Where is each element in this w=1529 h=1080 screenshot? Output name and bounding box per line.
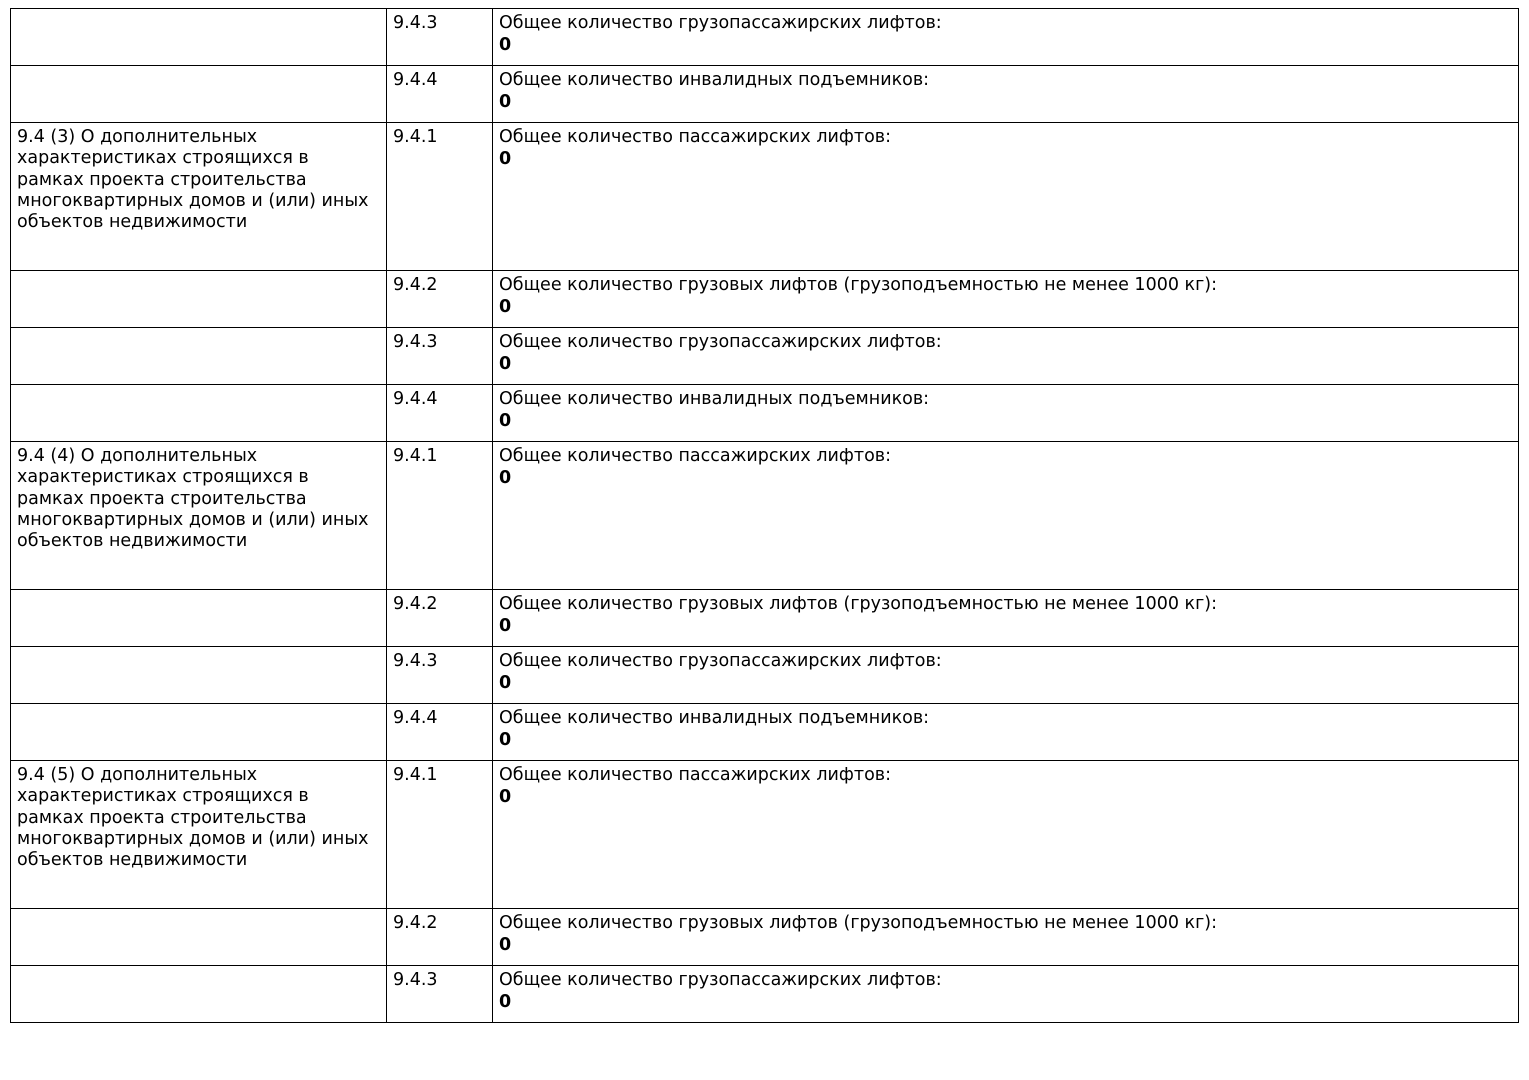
value-cell [493, 442, 1519, 590]
code-cell [387, 761, 493, 909]
section-cell [11, 66, 387, 123]
value-number: 0 [499, 935, 512, 956]
table-row [11, 761, 1519, 909]
section-cell [11, 704, 387, 761]
code-cell [387, 442, 493, 590]
value-number: 0 [499, 354, 512, 375]
code-label: 9.4.3 [393, 651, 438, 671]
code-label: 9.4.1 [393, 127, 438, 147]
value-number: 0 [499, 787, 512, 808]
code-label: 9.4.1 [393, 765, 438, 785]
code-label: 9.4.4 [393, 70, 438, 90]
table-row [11, 704, 1519, 761]
value-number: 0 [499, 92, 512, 113]
code-label: 9.4.4 [393, 708, 438, 728]
code-label: 9.4.2 [393, 913, 438, 933]
code-cell [387, 9, 493, 66]
code-cell [387, 328, 493, 385]
value-label: Общее количество грузовых лифтов (грузоподъемностью не менее 1000 кг): [499, 594, 1218, 614]
code-label: 9.4.2 [393, 275, 438, 295]
code-cell [387, 123, 493, 271]
table-row [11, 328, 1519, 385]
value-label: Общее количество грузопассажирских лифтов: [499, 332, 942, 352]
table-row [11, 123, 1519, 271]
code-label: 9.4.2 [393, 594, 438, 614]
value-label: Общее количество пассажирских лифтов: [499, 446, 891, 466]
value-cell [493, 328, 1519, 385]
code-cell [387, 385, 493, 442]
code-label: 9.4.1 [393, 446, 438, 466]
value-number: 0 [499, 149, 512, 170]
code-label: 9.4.4 [393, 389, 438, 409]
table-row [11, 590, 1519, 647]
table-row [11, 271, 1519, 328]
table-row [11, 9, 1519, 66]
value-cell [493, 123, 1519, 271]
value-label: Общее количество грузопассажирских лифтов: [499, 13, 942, 33]
section-label: 9.4 (5) О дополнительных характеристиках строящихся в рамках проекта строительства многоквартирных домов и (или) иных объектов недвижимости [17, 765, 369, 871]
section-cell [11, 966, 387, 1023]
code-label: 9.4.3 [393, 970, 438, 990]
code-label: 9.4.3 [393, 13, 438, 33]
code-label: 9.4.3 [393, 332, 438, 352]
table-body [11, 9, 1519, 1023]
code-cell [387, 590, 493, 647]
value-label: Общее количество инвалидных подъемников: [499, 70, 930, 90]
section-cell [11, 442, 387, 590]
table-row [11, 966, 1519, 1023]
value-cell [493, 704, 1519, 761]
value-label: Общее количество грузопассажирских лифтов: [499, 970, 942, 990]
section-cell [11, 123, 387, 271]
code-cell [387, 704, 493, 761]
code-cell [387, 271, 493, 328]
value-label: Общее количество грузовых лифтов (грузоподъемностью не менее 1000 кг): [499, 275, 1218, 295]
code-cell [387, 66, 493, 123]
value-cell [493, 909, 1519, 966]
value-label: Общее количество грузовых лифтов (грузоподъемностью не менее 1000 кг): [499, 913, 1218, 933]
section-cell [11, 385, 387, 442]
value-cell [493, 271, 1519, 328]
value-cell [493, 966, 1519, 1023]
value-number: 0 [499, 411, 512, 432]
value-cell [493, 66, 1519, 123]
table-row [11, 66, 1519, 123]
value-label: Общее количество грузопассажирских лифтов: [499, 651, 942, 671]
section-cell [11, 761, 387, 909]
value-number: 0 [499, 616, 512, 637]
section-cell [11, 909, 387, 966]
table-row [11, 442, 1519, 590]
value-label: Общее количество пассажирских лифтов: [499, 127, 891, 147]
value-cell [493, 590, 1519, 647]
value-number: 0 [499, 297, 512, 318]
value-cell [493, 761, 1519, 909]
table-row [11, 909, 1519, 966]
section-cell [11, 9, 387, 66]
section-label: 9.4 (3) О дополнительных характеристиках строящихся в рамках проекта строительства многоквартирных домов и (или) иных объектов недвижимости [17, 127, 369, 233]
characteristics-table [10, 8, 1519, 1023]
value-number: 0 [499, 468, 512, 489]
value-label: Общее количество инвалидных подъемников: [499, 708, 930, 728]
value-label: Общее количество инвалидных подъемников: [499, 389, 930, 409]
section-cell [11, 647, 387, 704]
value-number: 0 [499, 992, 512, 1013]
section-cell [11, 590, 387, 647]
section-cell [11, 328, 387, 385]
value-cell [493, 647, 1519, 704]
code-cell [387, 647, 493, 704]
value-cell [493, 385, 1519, 442]
value-cell [493, 9, 1519, 66]
code-cell [387, 909, 493, 966]
code-cell [387, 966, 493, 1023]
value-label: Общее количество пассажирских лифтов: [499, 765, 891, 785]
section-label: 9.4 (4) О дополнительных характеристиках строящихся в рамках проекта строительства многоквартирных домов и (или) иных объектов недвижимости [17, 446, 369, 552]
section-cell [11, 271, 387, 328]
value-number: 0 [499, 673, 512, 694]
value-number: 0 [499, 35, 512, 56]
table-row [11, 385, 1519, 442]
value-number: 0 [499, 730, 512, 751]
table-row [11, 647, 1519, 704]
